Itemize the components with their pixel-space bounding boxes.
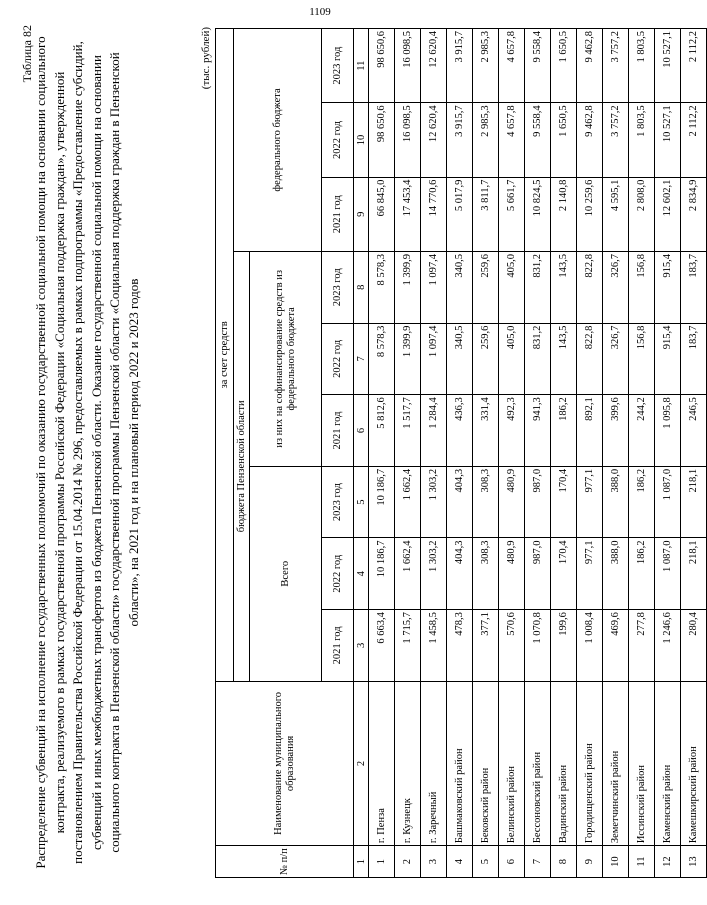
amount-cell: 10 824,5: [525, 177, 551, 251]
amount-cell: 308,3: [473, 466, 499, 538]
municipality-name: Белинский район: [499, 681, 525, 845]
table-label: Таблица 82: [20, 25, 34, 83]
amount-cell: 3 757,2: [603, 103, 629, 177]
table-row: [655, 29, 681, 878]
amount-cell: 469,6: [603, 610, 629, 682]
amount-cell: 480,9: [499, 466, 525, 538]
header-federal-budget: федерального бюджета: [234, 29, 322, 252]
amount-cell: 1 097,4: [421, 251, 447, 323]
amount-cell: 5 017,9: [447, 177, 473, 251]
amount-cell: 2 834,9: [681, 177, 707, 251]
amount-cell: 915,4: [655, 251, 681, 323]
amount-cell: 10 527,1: [655, 29, 681, 103]
amount-cell: 5 661,7: [499, 177, 525, 251]
municipality-name: Камешкирский район: [681, 681, 707, 845]
header-za-schet: за счет средств: [216, 29, 234, 682]
amount-cell: 3 915,7: [447, 103, 473, 177]
amount-cell: 1 399,9: [395, 323, 421, 395]
header-year: 2023 год: [322, 29, 354, 103]
row-number: 6: [499, 846, 525, 878]
amount-cell: 331,4: [473, 395, 499, 467]
amount-cell: 277,8: [629, 610, 655, 682]
row-number: 9: [577, 846, 603, 878]
units-note: (тыс. рублей): [200, 27, 212, 90]
header-year: 2022 год: [322, 538, 354, 610]
amount-cell: 1 650,5: [551, 103, 577, 177]
amount-cell: 831,2: [525, 251, 551, 323]
table-row: [681, 29, 707, 878]
row-number: 3: [421, 846, 447, 878]
amount-cell: 12 602,1: [655, 177, 681, 251]
row-number: 4: [447, 846, 473, 878]
amount-cell: 8 578,3: [369, 323, 395, 395]
amount-cell: 2 140,8: [551, 177, 577, 251]
amount-cell: 822,8: [577, 251, 603, 323]
row-number: 7: [525, 846, 551, 878]
amount-cell: 98 650,6: [369, 103, 395, 177]
amount-cell: 10 186,7: [369, 538, 395, 610]
amount-cell: 340,5: [447, 251, 473, 323]
amount-cell: 3 757,2: [603, 29, 629, 103]
header-num: № п/п: [216, 846, 354, 878]
amount-cell: 404,3: [447, 538, 473, 610]
amount-cell: 10 186,7: [369, 466, 395, 538]
amount-cell: 9 558,4: [525, 29, 551, 103]
amount-cell: 941,3: [525, 395, 551, 467]
amount-cell: 822,8: [577, 323, 603, 395]
amount-cell: 1 095,8: [655, 395, 681, 467]
subventions-table: [215, 28, 707, 878]
amount-cell: 12 620,4: [421, 103, 447, 177]
amount-cell: 218,1: [681, 538, 707, 610]
row-number: 5: [473, 846, 499, 878]
amount-cell: 1 246,6: [655, 610, 681, 682]
amount-cell: 9 558,4: [525, 103, 551, 177]
amount-cell: 977,1: [577, 538, 603, 610]
amount-cell: 4 595,1: [603, 177, 629, 251]
amount-cell: 16 098,5: [395, 103, 421, 177]
amount-cell: 156,8: [629, 323, 655, 395]
table-row: [473, 29, 499, 878]
header-year: 2022 год: [322, 103, 354, 177]
header-regional-budget: бюджета Пензенской области: [234, 251, 250, 681]
amount-cell: 1 303,2: [421, 466, 447, 538]
municipality-name: Башмаковский район: [447, 681, 473, 845]
amount-cell: 340,5: [447, 323, 473, 395]
table-row: [447, 29, 473, 878]
amount-cell: 10 259,6: [577, 177, 603, 251]
amount-cell: 404,3: [447, 466, 473, 538]
amount-cell: 66 845,0: [369, 177, 395, 251]
amount-cell: 9 462,8: [577, 103, 603, 177]
amount-cell: 977,1: [577, 466, 603, 538]
amount-cell: 1 087,0: [655, 538, 681, 610]
amount-cell: 183,7: [681, 323, 707, 395]
municipality-name: г. Пенза: [369, 681, 395, 845]
amount-cell: 1 803,5: [629, 103, 655, 177]
header-name: Наименование муниципального образования: [216, 681, 354, 845]
amount-cell: 16 098,5: [395, 29, 421, 103]
amount-cell: 388,0: [603, 538, 629, 610]
municipality-name: Иссинский район: [629, 681, 655, 845]
amount-cell: 308,3: [473, 538, 499, 610]
amount-cell: 1 715,7: [395, 610, 421, 682]
amount-cell: 280,4: [681, 610, 707, 682]
amount-cell: 1 008,4: [577, 610, 603, 682]
amount-cell: 2 985,3: [473, 29, 499, 103]
table-row: [629, 29, 655, 878]
amount-cell: 6 663,4: [369, 610, 395, 682]
amount-cell: 1 087,0: [655, 466, 681, 538]
amount-cell: 1 399,9: [395, 251, 421, 323]
header-year: 2023 год: [322, 466, 354, 538]
amount-cell: 259,6: [473, 323, 499, 395]
header-year: 2021 год: [322, 610, 354, 682]
amount-cell: 186,2: [629, 538, 655, 610]
amount-cell: 2 808,0: [629, 177, 655, 251]
amount-cell: 10 527,1: [655, 103, 681, 177]
amount-cell: 259,6: [473, 251, 499, 323]
amount-cell: 405,0: [499, 323, 525, 395]
table-row: [499, 29, 525, 878]
amount-cell: 17 453,4: [395, 177, 421, 251]
table-row: [577, 29, 603, 878]
municipality-name: г. Кузнецк: [395, 681, 421, 845]
municipality-name: Каменский район: [655, 681, 681, 845]
amount-cell: 436,3: [447, 395, 473, 467]
column-index: 3: [354, 610, 369, 682]
amount-cell: 4 657,8: [499, 103, 525, 177]
header-year: 2021 год: [322, 395, 354, 467]
amount-cell: 1 284,4: [421, 395, 447, 467]
amount-cell: 405,0: [499, 251, 525, 323]
rotated-page-content: [20, 25, 699, 880]
amount-cell: 1 517,7: [395, 395, 421, 467]
amount-cell: 4 657,8: [499, 29, 525, 103]
header-cofinancing: из них на софинансирование средств из федерального бюджета: [250, 251, 322, 466]
amount-cell: 570,6: [499, 610, 525, 682]
amount-cell: 14 770,6: [421, 177, 447, 251]
amount-cell: 5 812,6: [369, 395, 395, 467]
amount-cell: 170,4: [551, 538, 577, 610]
municipality-name: г. Заречный: [421, 681, 447, 845]
amount-cell: 1 303,2: [421, 538, 447, 610]
column-index: 5: [354, 466, 369, 538]
amount-cell: 1 650,5: [551, 29, 577, 103]
amount-cell: 399,6: [603, 395, 629, 467]
table-row: [525, 29, 551, 878]
amount-cell: 1 662,4: [395, 538, 421, 610]
header-year: 2023 год: [322, 251, 354, 323]
column-index-row: [354, 29, 369, 878]
amount-cell: 170,4: [551, 466, 577, 538]
amount-cell: 892,1: [577, 395, 603, 467]
row-number: 13: [681, 846, 707, 878]
page-number: 1109: [309, 6, 331, 18]
amount-cell: 478,3: [447, 610, 473, 682]
header-year: 2021 год: [322, 177, 354, 251]
amount-cell: 1 097,4: [421, 323, 447, 395]
amount-cell: 186,2: [629, 466, 655, 538]
amount-cell: 326,7: [603, 323, 629, 395]
table-row: [421, 29, 447, 878]
table-row: [603, 29, 629, 878]
header-year: 2022 год: [322, 323, 354, 395]
column-index: 8: [354, 251, 369, 323]
amount-cell: 388,0: [603, 466, 629, 538]
amount-cell: 987,0: [525, 538, 551, 610]
amount-cell: 156,8: [629, 251, 655, 323]
amount-cell: 987,0: [525, 466, 551, 538]
amount-cell: 199,6: [551, 610, 577, 682]
row-number: 10: [603, 846, 629, 878]
row-number: 11: [629, 846, 655, 878]
row-number: 1: [369, 846, 395, 878]
amount-cell: 3 915,7: [447, 29, 473, 103]
amount-cell: 1 070,8: [525, 610, 551, 682]
municipality-name: Вадинский район: [551, 681, 577, 845]
column-index: 4: [354, 538, 369, 610]
amount-cell: 246,5: [681, 395, 707, 467]
amount-cell: 218,1: [681, 466, 707, 538]
table-row: [395, 29, 421, 878]
municipality-name: Бессоновский район: [525, 681, 551, 845]
amount-cell: 98 650,6: [369, 29, 395, 103]
amount-cell: 244,2: [629, 395, 655, 467]
column-index: 7: [354, 323, 369, 395]
column-index: 10: [354, 103, 369, 177]
amount-cell: 186,2: [551, 395, 577, 467]
header-total: Всего: [250, 466, 322, 681]
amount-cell: 915,4: [655, 323, 681, 395]
municipality-name: Городищенский район: [577, 681, 603, 845]
amount-cell: 2 985,3: [473, 103, 499, 177]
column-index: 9: [354, 177, 369, 251]
amount-cell: 326,7: [603, 251, 629, 323]
amount-cell: 183,7: [681, 251, 707, 323]
municipality-name: Земетчинский район: [603, 681, 629, 845]
amount-cell: 2 112,2: [681, 29, 707, 103]
amount-cell: 1 458,5: [421, 610, 447, 682]
amount-cell: 1 803,5: [629, 29, 655, 103]
document-title: Распределение субвенций на исполнение государственных полномочий по оказанию государственной социальной помощи на основании социального контракта, реализуемого в рамках государственной программы Российской Федерации «Социальная поддержка граждан», утвержденной постановлением Правительства Российской Федерации от 15.04.2014 № 296, предоставляемых в рамках подпрограммы «Предоставление субсидий, субвенций и иных межбюджетных трансфертов из бюджета Пензенской области. Оказание государственной социальной помощи на основании социального контракта в Пензенской области» государственной программы Пензенской области «Социальная поддержка граждан в Пензенской области», на 2021 год и на плановый период 2022 и 2023 годов: [33, 36, 141, 869]
amount-cell: 377,1: [473, 610, 499, 682]
amount-cell: 8 578,3: [369, 251, 395, 323]
column-index: 11: [354, 29, 369, 103]
row-number: 2: [395, 846, 421, 878]
table-row: [369, 29, 395, 878]
column-index: 2: [354, 681, 369, 845]
amount-cell: 12 620,4: [421, 29, 447, 103]
table-row: [551, 29, 577, 878]
municipality-name: Бековский район: [473, 681, 499, 845]
amount-cell: 2 112,2: [681, 103, 707, 177]
column-index: 1: [354, 846, 369, 878]
amount-cell: 480,9: [499, 538, 525, 610]
amount-cell: 143,5: [551, 323, 577, 395]
amount-cell: 831,2: [525, 323, 551, 395]
amount-cell: 143,5: [551, 251, 577, 323]
amount-cell: 9 462,8: [577, 29, 603, 103]
amount-cell: 3 811,7: [473, 177, 499, 251]
amount-cell: 492,3: [499, 395, 525, 467]
amount-cell: 1 662,4: [395, 466, 421, 538]
row-number: 8: [551, 846, 577, 878]
column-index: 6: [354, 395, 369, 467]
row-number: 12: [655, 846, 681, 878]
